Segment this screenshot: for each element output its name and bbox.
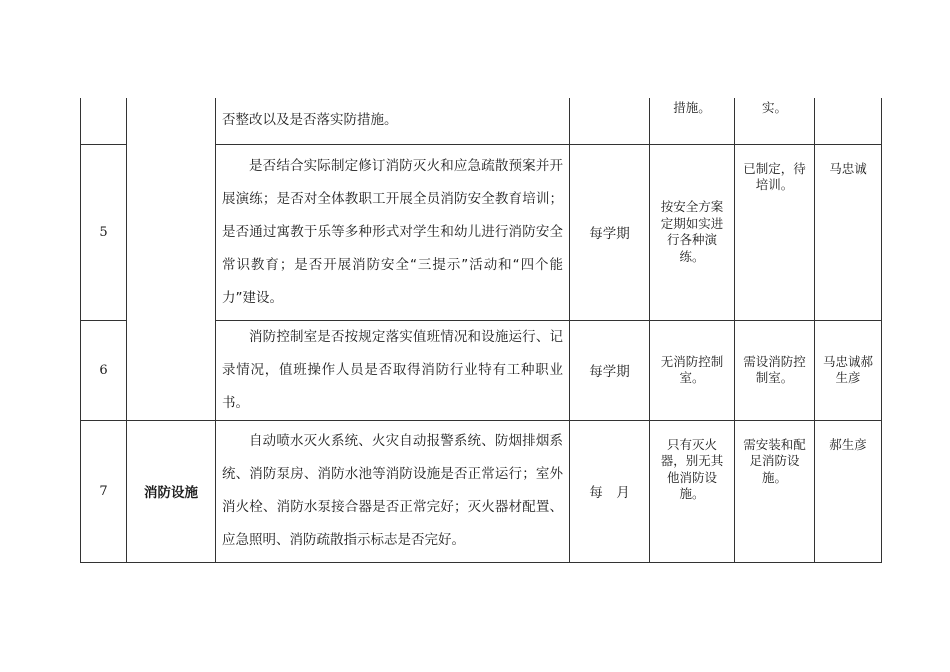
inspection-content: 自动喷水灭火系统、火灾自动报警系统、防烟排烟系统、消防泵房、消防水池等消防设施是否正常运行；室外消火栓、消防水泵接合器是否正常完好；灭火器材配置、应急照明、消防疏散指示标志是否完好。 [216,420,570,562]
inspection-frequency [570,98,650,144]
progress-status: 需设消防控制室。 [735,320,815,420]
responsible-person: 郝生彦 [815,420,882,562]
row-number: 7 [81,420,127,562]
row-number: 6 [81,320,127,420]
responsible-person: 马忠诚郝生彦 [815,320,882,420]
table-row [81,98,882,144]
responsible-person [815,98,882,144]
rectification-measure: 措施。 [650,98,735,144]
inspection-frequency: 每学期 [570,320,650,420]
inspection-content: 是否结合实际制定修订消防灭火和应急疏散预案并开展演练；是否对全体教职工开展全员消防安全教育培训；是否通过寓教于乐等多种形式对学生和幼儿进行消防安全常识教育；是否开展消防安全“三提示”活动和“四个能力”建设。 [216,144,570,320]
rectification-measure: 无消防控制室。 [650,320,735,420]
responsible-person: 马忠诚 [815,144,882,320]
row-number: 5 [81,144,127,320]
fire-safety-inspection-table [80,98,882,563]
progress-status: 需安装和配足消防设施。 [735,420,815,562]
rectification-measure: 只有灭火器，别无其他消防设施。 [650,420,735,562]
progress-status: 已制定，待培训。 [735,144,815,320]
row-number [81,98,127,144]
inspection-frequency: 每 月 [570,420,650,562]
rectification-measure: 按安全方案定期如实进行各种演练。 [650,144,735,320]
inspection-content: 消防控制室是否按规定落实值班情况和设施运行、记录情况，值班操作人员是否取得消防行业特有工种职业书。 [216,320,570,420]
inspection-content: 否整改以及是否落实防措施。 [216,98,570,144]
category-label: 消防设施 [127,420,216,562]
category-cell-empty [127,98,216,420]
inspection-frequency: 每学期 [570,144,650,320]
table-row [81,420,882,562]
progress-status: 实。 [735,98,815,144]
